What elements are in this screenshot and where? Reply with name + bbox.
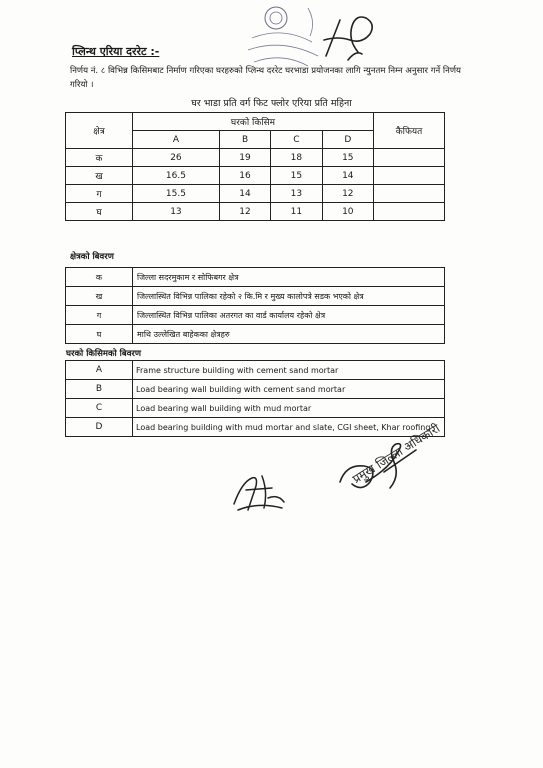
- zone-cell: क: [66, 149, 133, 167]
- type-desc: Frame structure building with cement sand mortar: [133, 361, 445, 380]
- type-row: [66, 361, 445, 380]
- type-desc: Load bearing wall building with mud mortar: [133, 399, 445, 418]
- rate-table-title: घर भाडा प्रति वर्ग फिट फ्लोर एरिया प्रति महिना: [191, 98, 352, 109]
- signature-top: [318, 10, 382, 62]
- type-key: C: [66, 399, 133, 418]
- zone-desc: जिल्लास्थित विभिन्न पालिका अतरगत का वार्ड कार्यालय रहेको क्षेत्र: [133, 306, 445, 325]
- building-type-table: [65, 360, 445, 437]
- rate-cell: 13: [133, 203, 220, 221]
- rate-cell: 11: [271, 203, 322, 221]
- type-desc: Load bearing building with mud mortar and slate, CGI sheet, Khar roofing: [133, 418, 445, 437]
- rate-cell: 19: [219, 149, 270, 167]
- type-section-label: घरको किसिमको बिवरण: [66, 349, 142, 359]
- remarks-cell: [374, 203, 445, 221]
- rate-cell: 18: [271, 149, 322, 167]
- zone-cell: घ: [66, 203, 133, 221]
- rate-cell: 13: [271, 185, 322, 203]
- zone-section-label: क्षेत्रको बिवरण: [70, 252, 114, 262]
- remarks-cell: [374, 167, 445, 185]
- type-row: [66, 399, 445, 418]
- type-desc: Load bearing wall building with cement sand mortar: [133, 380, 445, 399]
- rate-cell: 14: [322, 167, 373, 185]
- zone-row: [66, 325, 445, 344]
- zone-row: [66, 287, 445, 306]
- remarks-header: कैफियत: [374, 113, 445, 149]
- type-key: B: [66, 380, 133, 399]
- zone-description-table: [65, 267, 445, 344]
- type-col-header: C: [271, 131, 322, 149]
- rate-cell: 15.5: [133, 185, 220, 203]
- rate-row: [66, 149, 445, 167]
- type-key: A: [66, 361, 133, 380]
- rate-cell: 14: [219, 185, 270, 203]
- type-col-header: B: [219, 131, 270, 149]
- rate-cell: 10: [322, 203, 373, 221]
- zone-desc: माथि उल्लेखित बाहेकका क्षेत्रहरु: [133, 325, 445, 344]
- type-col-header: A: [133, 131, 220, 149]
- type-col-header: D: [322, 131, 373, 149]
- zone-key: ग: [66, 306, 133, 325]
- zone-key: घ: [66, 325, 133, 344]
- type-key: D: [66, 418, 133, 437]
- rate-cell: 12: [219, 203, 270, 221]
- zone-header: क्षेत्र: [66, 113, 133, 149]
- rate-cell: 26: [133, 149, 220, 167]
- page-heading: प्लिन्थ एरिया दररेट :-: [72, 45, 160, 58]
- zone-cell: ख: [66, 167, 133, 185]
- type-row: [66, 418, 445, 437]
- rate-cell: 12: [322, 185, 373, 203]
- officer-title: प्रमुख जिल्ला अधिकारी: [350, 421, 443, 487]
- signature-member: [228, 468, 290, 514]
- rate-row: [66, 167, 445, 185]
- rate-cell: 15: [271, 167, 322, 185]
- rate-cell: 16.5: [133, 167, 220, 185]
- decision-text: निर्णय नं. ८ विभिन्न किसिमबाट निर्माण गरिएका घरहरुको प्लिन्थ दररेट घरभाडा प्रयोजनका लागि न्युनतम निम्न अनुसार गर्ने निर्णय गरियो ।: [70, 66, 461, 90]
- zone-cell: ग: [66, 185, 133, 203]
- rate-row: [66, 185, 445, 203]
- rate-cell: 15: [322, 149, 373, 167]
- zone-desc: जिल्ला सदरमुकाम र सोफिबगर क्षेत्र: [133, 268, 445, 287]
- type-row: [66, 380, 445, 399]
- rate-table: [65, 112, 445, 221]
- zone-key: क: [66, 268, 133, 287]
- zone-row: [66, 268, 445, 287]
- rate-cell: 16: [219, 167, 270, 185]
- zone-desc: जिल्लास्थित विभिन्न पालिका रहेको २ कि.मि र मुख्य कालोपत्रे सडक भएको क्षेत्र: [133, 287, 445, 306]
- remarks-cell: [374, 185, 445, 203]
- type-header: घरको किसिम: [133, 113, 374, 131]
- remarks-cell: [374, 149, 445, 167]
- rate-row: [66, 203, 445, 221]
- zone-key: ख: [66, 287, 133, 306]
- zone-row: [66, 306, 445, 325]
